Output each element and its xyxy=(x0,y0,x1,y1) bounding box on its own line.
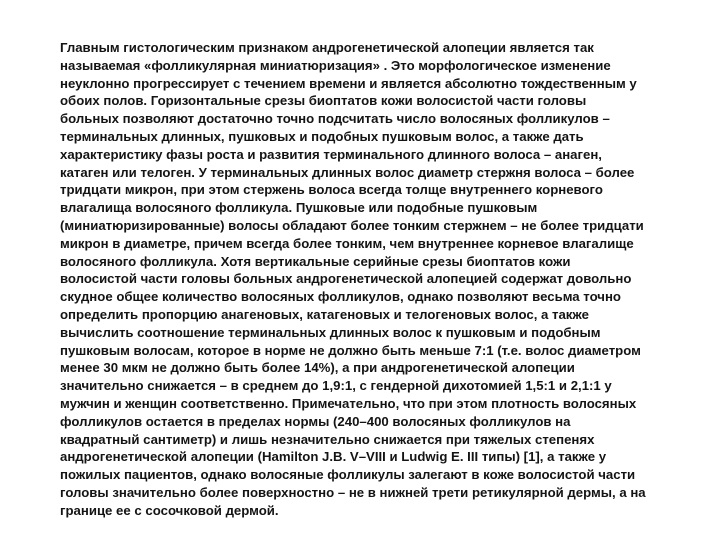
text-line: скудное общее количество волосяных фолликулов, однако позволяют весьма точно xyxy=(60,289,621,305)
text-line: (миниатюризированные) волосы обладают более тонким стержнем – не более тридцати xyxy=(60,217,644,233)
text-line: тридцати микрон, при этом стержень волоса всегда толще внутреннего корневого xyxy=(60,182,603,198)
text-line: неуклонно прогрессирует с течением времени и является абсолютно тождественным у xyxy=(60,75,637,91)
text-line: мужчин и женщин соответственно. Примечательно, что при этом плотность волосяных xyxy=(60,395,637,411)
text-line: пушковым волосам, которое в норме не должно быть меньше 7:1 (т.е. волос диаметром xyxy=(60,342,641,358)
text-line: катаген или телоген. У терминальных длинных волос диаметр стержня волоса – более xyxy=(60,164,635,180)
text-line: головы значительно более поверхностно – не в нижней трети ретикулярной дермы, а на xyxy=(60,484,646,500)
text-line: пожилых пациентов, однако волосяные фолликулы залегают в коже волосистой части xyxy=(60,467,636,483)
text-line: вычислить соотношение терминальных длинных волос к пушковым и подобным xyxy=(60,324,601,340)
text-line: характеристику фазы роста и развития терминального длинного волоса – анаген, xyxy=(60,146,602,162)
text-line: обоих полов. Горизонтальные срезы биоптатов кожи волосистой части головы xyxy=(60,93,587,109)
text-line: границе ее с сосочковой дермой. xyxy=(60,502,279,518)
text-line: определить пропорцию анагеновых, катагеновых и телогеновых волос, а также xyxy=(60,306,589,322)
text-line: менее 30 мкм не должно быть более 14%), а при андрогенетической алопеции xyxy=(60,360,575,376)
text-line: микрон в диаметре, причем всегда более тонким, чем внутреннее корневое влагалище xyxy=(60,235,634,251)
text-line: терминальных длинных, пушковых и подобных пушковым волос, а также дать xyxy=(60,128,584,144)
text-line: андрогенетической алопеции (Hamilton J.B. V–VIII и Ludwig E. III типы) [1], а также у xyxy=(60,449,607,465)
text-line: фолликулов остается в пределах нормы (240–400 волосяных фолликулов на xyxy=(60,413,571,429)
text-line: значительно снижается – в среднем до 1,9:1, с гендерной дихотомией 1,5:1 и 2,1:1 у xyxy=(60,378,612,394)
text-line: влагалища волосяного фолликула. Пушковые или подобные пушковым xyxy=(60,200,538,216)
text-line: Главным гистологическим признаком андрогенетической алопеции является так xyxy=(60,40,594,55)
text-line: волосистой части головы больных андрогенетической алопецией содержат довольно xyxy=(60,271,632,287)
body-paragraph xyxy=(60,39,694,520)
text-line: называемая «фолликулярная миниатюризация» . Это морфологическое изменение xyxy=(60,57,611,73)
text-line: волосяного фолликула. Хотя вертикальные серийные срезы биоптатов кожи xyxy=(60,253,571,269)
text-line: больных позволяют достаточно точно подсчитать число волосяных фолликулов – xyxy=(60,111,610,127)
text-line: квадратный сантиметр) и лишь незначительно снижается при тяжелых степенях xyxy=(60,431,595,447)
